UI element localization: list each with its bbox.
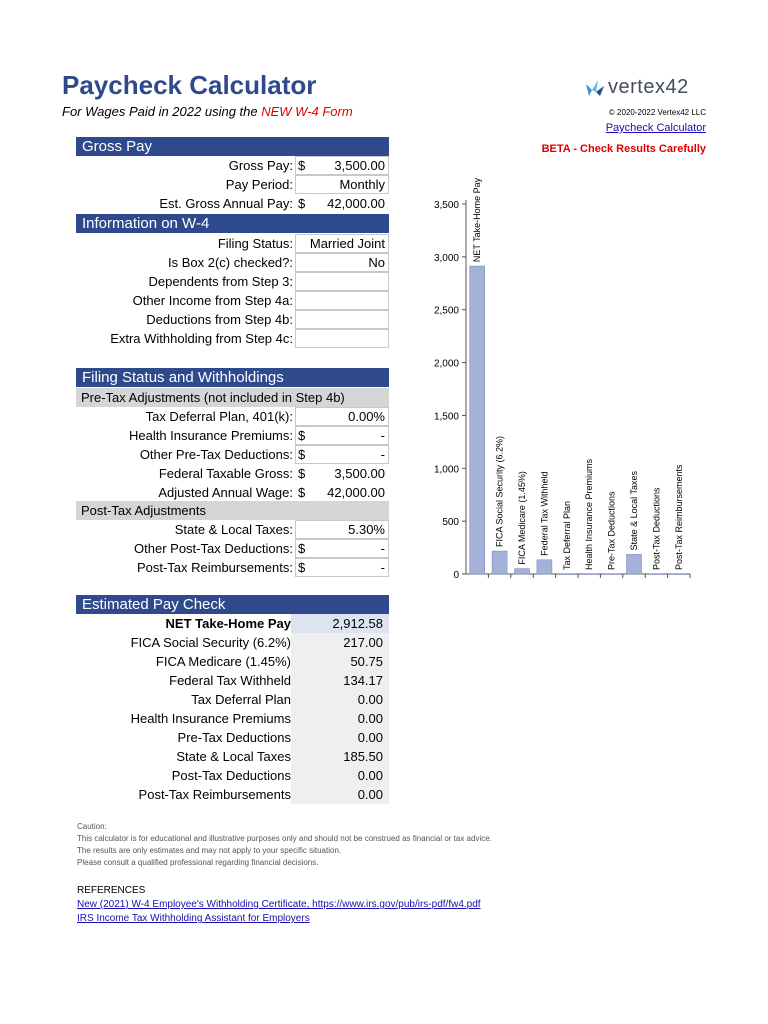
withholdings-header: Filing Status and Withholdings [76, 368, 389, 387]
withholding-assistant-link[interactable]: IRS Income Tax Withholding Assistant for Employers [77, 913, 310, 924]
paycheck-label: Federal Tax Withheld [169, 673, 291, 688]
bar-category-label: Federal Tax Withheld [539, 471, 550, 556]
paycheck-row [76, 690, 389, 709]
paycheck-row [76, 652, 389, 671]
paycheck-value: 0.00 [357, 730, 383, 745]
y-tick-label: 3,000 [433, 252, 459, 264]
references-block [77, 884, 677, 926]
posttax-field-row [76, 520, 389, 539]
paycheck-row [76, 614, 389, 633]
paycheck-value: 185.50 [343, 749, 383, 764]
posttax-field-value[interactable]: - [380, 541, 385, 556]
gross-pay-header: Gross Pay [76, 137, 389, 156]
pretax-field-label: Federal Taxable Gross: [158, 466, 293, 481]
posttax-field-row [76, 539, 389, 558]
page-title: Paycheck Calculator [62, 70, 317, 100]
dollar-sign: $ [298, 560, 306, 575]
caution-block [77, 821, 677, 869]
pretax-field-row [76, 426, 389, 445]
y-tick-label: 500 [442, 517, 459, 529]
paycheck-label: Health Insurance Premiums [130, 711, 291, 726]
bar-category-label: Tax Deferral Plan [561, 500, 572, 570]
paycheck-row [76, 671, 389, 690]
pretax-field-value[interactable]: - [380, 447, 385, 462]
gross-pay-field-label: Est. Gross Annual Pay: [159, 196, 293, 211]
paycheck-label: State & Local Taxes [176, 749, 291, 764]
paycheck-value: 0.00 [357, 787, 383, 802]
caution-line: Please consult a qualified professional regarding financial decisions. [77, 858, 319, 867]
gross-pay-field-value[interactable]: 42,000.00 [327, 196, 385, 211]
w4-field-row [76, 329, 389, 348]
chart-bar [671, 574, 686, 575]
paycheck-label: Pre-Tax Deductions [177, 730, 291, 745]
gross-pay-field-label: Gross Pay: [228, 158, 293, 173]
posttax-field-label: Other Post-Tax Deductions: [134, 541, 293, 556]
bar-category-label: Post-Tax Reimbursements [673, 464, 684, 570]
w4-field-label: Extra Withholding from Step 4c: [110, 331, 293, 346]
copyright-text: © 2020-2022 Vertex42 LLC [608, 108, 706, 117]
paycheck-label: Post-Tax Reimbursements [138, 787, 291, 802]
paycheck-label: Post-Tax Deductions [171, 768, 291, 783]
caution-line: The results are only estimates and may not apply to your specific situation. [77, 846, 342, 855]
w4-field-value[interactable]: No [368, 255, 385, 270]
gross-pay-field-row [76, 156, 389, 175]
pretax-field-label: Other Pre-Tax Deductions: [139, 447, 293, 462]
subtitle-highlight: NEW W-4 Form [261, 104, 353, 119]
gross-pay-field-row [76, 175, 389, 194]
caution-heading: Caution: [77, 822, 107, 831]
page-subtitle [62, 104, 353, 119]
w4-field-row [76, 253, 389, 272]
posttax-field-value[interactable]: - [380, 560, 385, 575]
pretax-field-value[interactable]: - [380, 428, 385, 443]
gross-pay-field-row [76, 194, 389, 213]
paycheck-label: NET Take-Home Pay [165, 616, 291, 631]
references-heading: REFERENCES [77, 885, 146, 896]
dollar-sign: $ [298, 428, 306, 443]
chart-bar [559, 574, 574, 575]
bar-category-label: FICA Social Security (6.2%) [494, 436, 505, 548]
w4-field-value[interactable]: Married Joint [309, 236, 385, 251]
dollar-sign: $ [298, 196, 306, 211]
y-tick-label: 2,000 [433, 358, 459, 370]
chart-bar [582, 574, 597, 575]
pretax-field-row [76, 483, 389, 502]
paycheck-value: 217.00 [343, 635, 383, 650]
gross-pay-field-label: Pay Period: [225, 177, 293, 192]
caution-line: This calculator is for educational and illustrative purposes only and should not be construed as financial or tax advice. [77, 834, 492, 843]
dollar-sign: $ [298, 447, 306, 462]
subtitle-prefix: For Wages Paid in 2022 using the [62, 104, 262, 119]
w4-field-row [76, 272, 389, 291]
pretax-field-value[interactable]: 3,500.00 [334, 466, 385, 481]
gross-pay-field-value[interactable]: Monthly [339, 177, 385, 192]
pretax-field-row [76, 445, 389, 464]
bar-category-label: Post-Tax Deductions [651, 487, 662, 570]
posttax-field-value[interactable]: 5.30% [348, 522, 385, 537]
paycheck-bar-chart [420, 170, 710, 590]
bar-category-label: State & Local Taxes [629, 470, 639, 551]
paycheck-row [76, 728, 389, 747]
chart-bar [492, 551, 507, 574]
bar-category-label: NET Take-Home Pay [472, 177, 483, 263]
y-tick-label: 0 [453, 570, 459, 581]
y-tick-label: 1,000 [433, 464, 459, 476]
bar-category-label: Pre-Tax Deductions [606, 491, 617, 570]
chart-bar [627, 554, 642, 574]
posttax-field-label: State & Local Taxes: [174, 522, 293, 537]
pretax-field-row [76, 407, 389, 426]
w4-field-label: Is Box 2(c) checked?: [168, 255, 293, 270]
pretax-field-row [76, 464, 389, 483]
pretax-field-label: Tax Deferral Plan, 401(k): [145, 409, 293, 424]
paycheck-label: FICA Medicare (1.45%) [155, 654, 291, 669]
w4-reference-link[interactable]: New (2021) W-4 Employee's Withholding Certificate, https://www.irs.gov/pub/irs-pdf/fw4.pdf [77, 899, 481, 910]
paycheck-value: 0.00 [357, 768, 383, 783]
paycheck-row [76, 709, 389, 728]
w4-field-row [76, 310, 389, 329]
paycheck-row [76, 633, 389, 652]
paycheck-value: 50.75 [350, 654, 383, 669]
w4-field-label: Dependents from Step 3: [148, 274, 293, 289]
paycheck-label: Tax Deferral Plan [191, 692, 291, 707]
paycheck-value: 2,912.58 [332, 616, 383, 631]
chart-bar [515, 569, 530, 574]
paycheck-value: 0.00 [357, 692, 383, 707]
chart-bar [604, 574, 619, 575]
chart-bar [537, 560, 552, 574]
posttax-subheader: Post-Tax Adjustments [76, 501, 389, 520]
paycheck-row [76, 785, 389, 804]
pretax-subheader: Pre-Tax Adjustments (not included in Step 4b) [76, 388, 389, 407]
posttax-field-row [76, 558, 389, 577]
w4-field-label: Filing Status: [217, 236, 293, 251]
bar-category-label: Health Insurance Premiums [584, 458, 595, 570]
dollar-sign: $ [298, 541, 306, 556]
gross-pay-field-value[interactable]: 3,500.00 [334, 158, 385, 173]
pretax-field-value[interactable]: 0.00% [348, 409, 385, 424]
paycheck-value: 0.00 [357, 711, 383, 726]
paycheck-label: FICA Social Security (6.2%) [130, 635, 291, 650]
w4-field-label: Deductions from Step 4b: [146, 312, 293, 327]
y-tick-label: 3,500 [433, 200, 459, 211]
chart-bar [649, 574, 664, 575]
pretax-field-value[interactable]: 42,000.00 [327, 485, 385, 500]
y-tick-label: 1,500 [433, 411, 459, 423]
paycheck-value: 134.17 [343, 673, 383, 688]
paycheck-header: Estimated Pay Check [76, 595, 389, 614]
paycheck-row [76, 747, 389, 766]
pretax-field-label: Adjusted Annual Wage: [158, 485, 293, 500]
y-tick-label: 2,500 [433, 305, 459, 317]
vertex42-logo [584, 78, 704, 100]
dollar-sign: $ [298, 485, 306, 500]
paycheck-calculator-link[interactable]: Paycheck Calculator [605, 122, 706, 134]
logo-text: vertex42 [608, 76, 689, 98]
w4-field-label: Other Income from Step 4a: [132, 293, 293, 308]
w4-field-row [76, 291, 389, 310]
paycheck-row [76, 766, 389, 785]
beta-warning: BETA - Check Results Carefully [541, 143, 706, 155]
dollar-sign: $ [298, 158, 306, 173]
dollar-sign: $ [298, 466, 306, 481]
chart-bar [470, 266, 485, 574]
w4-header: Information on W-4 [76, 214, 389, 233]
pretax-field-label: Health Insurance Premiums: [128, 428, 293, 443]
logo-icon [584, 78, 606, 98]
bar-category-label: FICA Medicare (1.45%) [517, 471, 527, 565]
posttax-field-label: Post-Tax Reimbursements: [136, 560, 293, 575]
w4-field-row [76, 234, 389, 253]
